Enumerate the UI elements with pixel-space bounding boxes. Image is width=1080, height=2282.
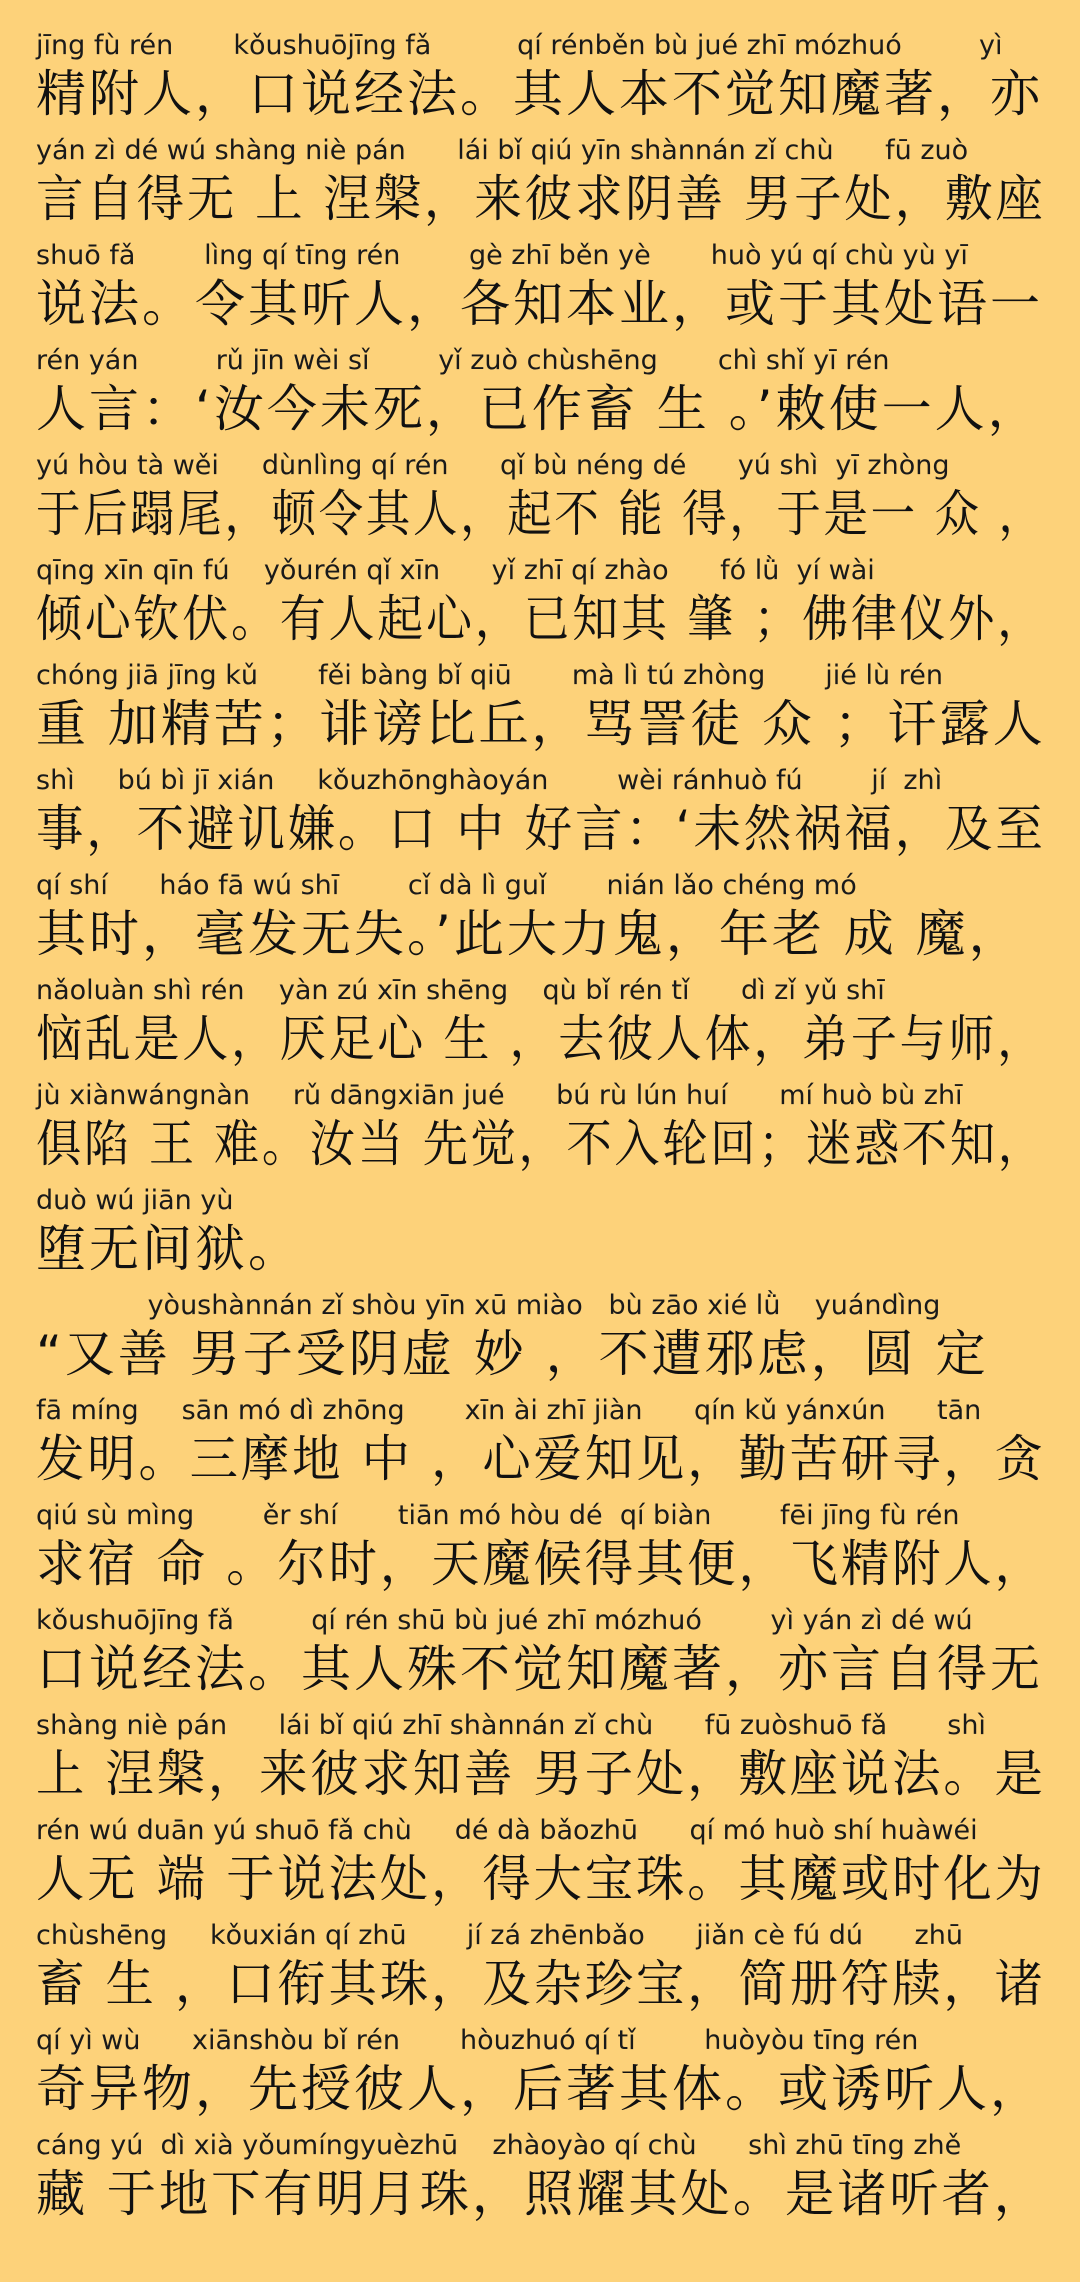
pinyin-row: cáng yú dì xià yǒumíngyuèzhū zhàoyào qí chù shì zhū tīng zhě bbox=[36, 2130, 962, 2161]
hanzi-row: 藏 于地下有明月珠，照耀其处。是诸听者， bbox=[36, 2165, 1046, 2223]
hanzi-row: 畜 生 ，口衔其珠，及杂珍宝，简册符牍，诸 bbox=[36, 1955, 1046, 2013]
hanzi-row: 事，不避讥嫌。口 中 好言：‘未然祸福，及至 bbox=[36, 800, 1046, 858]
hanzi-row: 口说经法。其人殊不觉知魔著，亦言自得无 bbox=[36, 1640, 1043, 1698]
hanzi-row: 人言：‘汝今未死，已作畜 生 。’敕使一人， bbox=[36, 380, 1041, 438]
hanzi-row: 说法。令其听人，各知本业，或于其处语一 bbox=[36, 275, 1043, 333]
hanzi-row: 堕无间狱。 bbox=[36, 1220, 301, 1278]
hanzi-row: 于后蹋尾，顿令其人，起不 能 得，于是一 众 ， bbox=[36, 485, 1046, 543]
pinyin-row: jù xiànwángnàn rǔ dāngxiān jué bú rù lún huí mí huò bù zhī bbox=[36, 1080, 963, 1111]
hanzi-row: 发明。三摩地 中 ，心爱知见，勤苦研寻，贪 bbox=[36, 1430, 1046, 1488]
pinyin-row: chóng jiā jīng kǔ fěi bàng bǐ qiū mà lì tú zhòng jié lù rén bbox=[36, 660, 943, 691]
pinyin-row: qīng xīn qīn fú yǒurén qǐ xīn yǐ zhī qí zhào fó lǜ yí wài bbox=[36, 555, 875, 586]
pinyin-row: shì bú bì jī xián kǒuzhōnghàoyán wèi ránhuò fú jí zhì bbox=[36, 765, 943, 796]
pinyin-row: yú hòu tà wěi dùnlìng qí rén qǐ bù néng dé yú shì yī zhòng bbox=[36, 450, 950, 481]
hanzi-row: “又善 男子受阴虚 妙 ，不遭邪虑，圆 定 bbox=[36, 1325, 989, 1383]
hanzi-row: 恼乱是人，厌足心 生 ，去彼人体，弟子与师， bbox=[36, 1010, 1046, 1068]
pinyin-row: kǒushuōjīng fǎ qí rén shū bù jué zhī mózhuó yì yán zì dé wú bbox=[36, 1605, 973, 1636]
pinyin-row: fā míng sān mó dì zhōng xīn ài zhī jiàn qín kǔ yánxún tān bbox=[36, 1395, 982, 1426]
pinyin-row: yòushànnán zǐ shòu yīn xū miào bù zāo xié lǜ yuándìng bbox=[36, 1290, 941, 1321]
pinyin-row: rén yán rǔ jīn wèi sǐ yǐ zuò chùshēng chì shǐ yī rén bbox=[36, 345, 890, 376]
pinyin-row: qiú sù mìng ěr shí tiān mó hòu dé qí biàn fēi jīng fù rén bbox=[36, 1500, 960, 1531]
hanzi-row: 言自得无 上 涅槃，来彼求阴善 男子处，敷座 bbox=[36, 170, 1046, 228]
pinyin-row: duò wú jiān yù bbox=[36, 1185, 234, 1216]
pinyin-row: nǎoluàn shì rén yàn zú xīn shēng qù bǐ rén tǐ dì zǐ yǔ shī bbox=[36, 975, 885, 1006]
pinyin-row: chùshēng kǒuxián qí zhū jí zá zhēnbǎo jiǎn cè fú dú zhū bbox=[36, 1920, 963, 1951]
pinyin-row: yán zì dé wú shàng niè pán lái bǐ qiú yīn shànnán zǐ chù fū zuò bbox=[36, 135, 969, 166]
pinyin-row: qí shí háo fā wú shī cǐ dà lì guǐ nián lǎo chéng mó bbox=[36, 870, 857, 901]
hanzi-row: 其时，毫发无失。’此大力鬼，年老 成 魔， bbox=[36, 905, 1022, 963]
hanzi-row: 求宿 命 。尔时，天魔候得其便，飞精附人， bbox=[36, 1535, 1046, 1593]
hanzi-row: 上 涅槃，来彼求知善 男子处，敷座说法。是 bbox=[36, 1745, 1046, 1803]
hanzi-row: 重 加精苦；诽谤比丘，骂詈徒 众 ；讦露人 bbox=[36, 695, 1046, 753]
pinyin-row: shuō fǎ lìng qí tīng rén gè zhī běn yè huò yú qí chù yù yī bbox=[36, 240, 968, 271]
hanzi-row: 人无 端 于说法处，得大宝珠。其魔或时化为 bbox=[36, 1850, 1046, 1908]
hanzi-row: 俱陷 王 难。汝当 先觉，不入轮回；迷惑不知， bbox=[36, 1115, 1046, 1173]
pinyin-row: shàng niè pán lái bǐ qiú zhī shànnán zǐ chù fū zuòshuō fǎ shì bbox=[36, 1710, 986, 1741]
hanzi-row: 奇异物，先授彼人，后著其体。或诱听人， bbox=[36, 2060, 1043, 2118]
hanzi-row: 倾心钦伏。有人起心，已知其 肇 ；佛律仪外， bbox=[36, 590, 1046, 648]
pinyin-row: jīng fù rén kǒushuōjīng fǎ qí rénběn bù jué zhī mózhuó yì bbox=[36, 30, 1003, 61]
pinyin-row: rén wú duān yú shuō fǎ chù dé dà bǎozhū qí mó huò shí huàwéi bbox=[36, 1815, 978, 1846]
pinyin-row: qí yì wù xiānshòu bǐ rén hòuzhuó qí tǐ huòyòu tīng rén bbox=[36, 2025, 919, 2056]
hanzi-row: 精附人，口说经法。其人本不觉知魔著，亦 bbox=[36, 65, 1043, 123]
